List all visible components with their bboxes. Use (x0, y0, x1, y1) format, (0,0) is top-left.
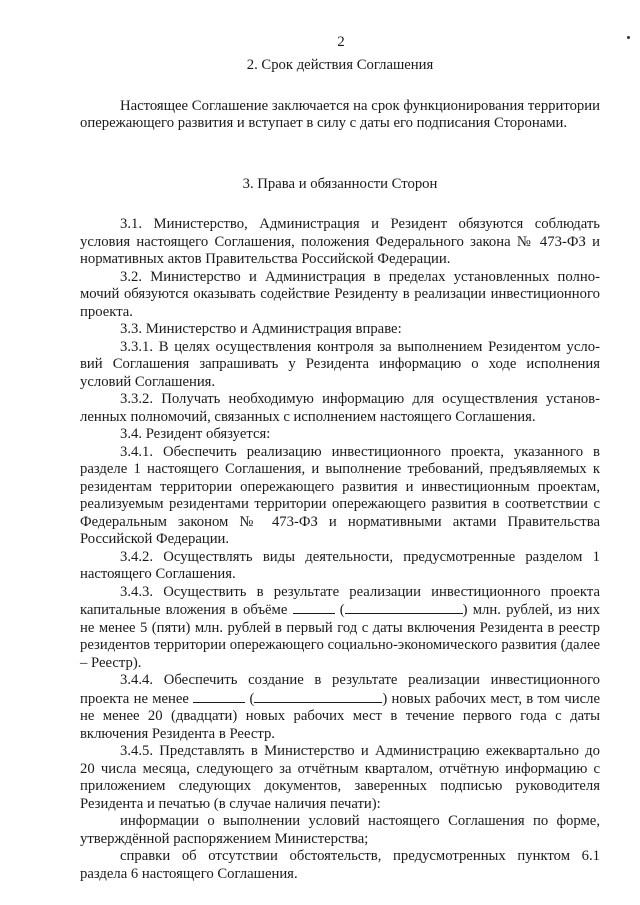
paragraph: 3.3.2. Получать необходимую информацию для осуществления установленных полномочий, связанных с исполнением настоящего Соглашения. (80, 391, 600, 425)
paragraph-text: ) новых рабочих мест, в том числе не менее 20 (двадцати) новых рабочих мест в течение первого года с даты включения Резидента в Реестр. (80, 690, 600, 742)
paragraph: Настоящее Соглашение заключается на срок функционирования территории опережающего развития и вступает в силу с даты его подписания Сторонами. (80, 97, 600, 131)
paragraph-investment-amount (80, 584, 600, 673)
page-number: 2 (337, 34, 345, 50)
paragraph-text: ( (245, 690, 255, 707)
paragraph-text: ) млн. рублей, из них не менее 5 (пяти) млн. рублей в первый год с даты включения Резидента в реестр резидентов территории опережающего социально-экономического развития (далее – Реестр). (80, 602, 600, 671)
section-heading: 3. Права и обязанности Сторон (242, 175, 438, 192)
paragraph: 3.4.5. Представлять в Министерство и Администрацию ежеквартально до 20 числа месяца, следующего за отчётным кварталом, отчётную информацию с приложением следующих документов, заверенных подписью руководителя Резидента и печатью (в случае наличия печати): (80, 743, 600, 812)
paragraph-text: ( (334, 602, 345, 618)
paragraph-jobs-count (80, 672, 600, 743)
paragraph: 3.3. Министерство и Администрация вправе: (120, 321, 402, 337)
paragraph: 3.4.1. Обеспечить реализацию инвестиционного проекта, указанного в разделе 1 настоящего Соглашения, и выполнение требований, предъявляемых к резидентам территории опережающего развития и инвестиционным проектам, реализуемым резидентами территории опережающего развития в соответствии с Федеральным законом № 473-ФЗ и нормативными актами Правительства Российской Федерации. (80, 443, 600, 547)
paragraph: 3.3.1. В целях осуществления контроля за выполнением Резидентом условий Соглашения запрашивать у Резидента информацию о ходе исполнения условий Соглашения. (80, 338, 600, 390)
paragraph-text: 3.4.4. Обеспечить создание в результате реализации инвестиционного проекта не менее (80, 672, 600, 707)
amount-blank-field (293, 601, 335, 614)
paragraph: 3.1. Министерство, Администрация и Резидент обязуются соблюдать условия настоящего Соглашения, положения Федерального закона № 473-ФЗ и нормативных актов Правительства Российской Федерации. (80, 216, 600, 267)
paragraph-text: 3.4.3. Осуществить в результате реализации инвестиционного проекта капитальные вложения в объёме (80, 583, 600, 618)
document-body (80, 57, 600, 883)
paragraph: справки об отсутствии обстоятельств, предусмотренных пунктом 6.1 раздела 6 настоящего Соглашения. (80, 848, 600, 882)
jobs-blank-field (193, 690, 245, 703)
paragraph: 3.2. Министерство и Администрация в пределах установленных полномочий обязуются оказывать содействие Резиденту в реализации инвестиционного проекта. (80, 268, 600, 320)
paragraph: 3.4.2. Осуществлять виды деятельности, предусмотренные разделом 1 настоящего Соглашения. (80, 548, 600, 582)
scan-speck (627, 36, 630, 39)
paragraph: 3.4. Резидент обязуется: (120, 426, 271, 442)
section-heading: 2. Срок действия Соглашения (246, 57, 434, 73)
amount-words-blank-field (345, 601, 463, 614)
jobs-words-blank-field (254, 690, 382, 703)
paragraph: информации о выполнении условий настоящего Соглашения по форме, утверждённой распоряжением Министерства; (80, 813, 600, 847)
